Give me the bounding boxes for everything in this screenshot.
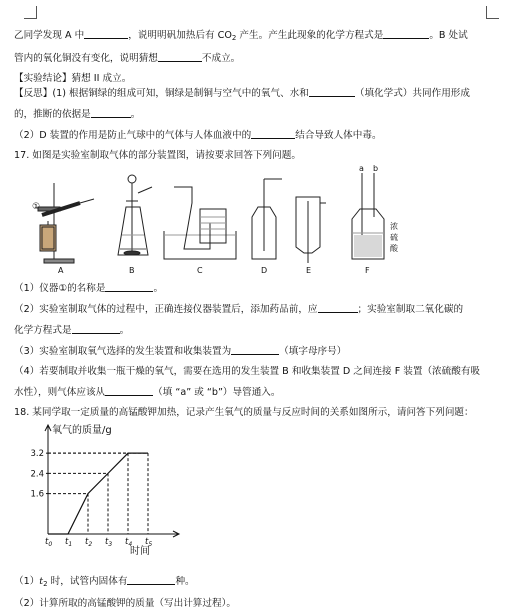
line-4 [14,86,506,101]
worksheet [14,28,506,611]
x-tick-label: $t_3$ [105,537,113,548]
text: （1）仪器①的名称是 [14,283,106,294]
line-3: 【实验结论】猜想 II 成立。 [14,73,132,84]
acid-label-1: 浓 [390,222,398,231]
answer-blank[interactable] [91,107,131,118]
q18-part1 [14,574,506,591]
text: （2）实验室制取气体的过程中，正确连接仪器装置后，添加药品前，应 [14,304,318,315]
corner-mark-left [24,6,37,19]
y-tick-label: 1.6 [30,489,44,500]
chart-svg [14,420,214,564]
oxygen-mass-chart [14,420,506,564]
apparatus-A [38,183,94,263]
text: （1） [14,576,40,587]
answer-blank[interactable] [309,86,355,97]
x-tick-label: $t_1$ [65,537,73,548]
question-17: 17. 如图是实验室制取气体的部分装置图，请按要求回答下列问题。 [14,150,301,161]
apparatus-F [352,173,384,259]
apparatus-C [164,187,236,259]
text: ；实验室制取二氧化碳的 [357,304,464,315]
label-F: F [365,266,370,275]
text: 。B 处试 [429,30,468,41]
port-a-label: a [359,164,364,173]
line-2 [14,51,506,66]
answer-blank[interactable] [105,281,153,292]
line-6 [14,128,506,143]
text: 【反思】(1) 根据铜绿的组成可知，铜绿是制铜与空气中的氧气、水和 [14,88,309,99]
acid-label-2: 硫 [390,233,398,242]
text: 水性），则气体应该从 [14,387,106,398]
text: （2）D 装置的作用是防止气球中的气体与人体血液中的 [14,130,252,141]
text: 乙同学发现 A 中 [14,30,85,41]
text: （填字母序号） [279,346,347,357]
y-tick-label: 2.4 [30,469,44,480]
variable-t: t [39,576,44,587]
question-18: 18. 某同学取一定质量的高锰酸钾加热，记录产生氧气的质量与反应时间的关系如图所示，请问答下列问题： [14,407,474,418]
text: （3）实验室制取氧气选择的发生装置和收集装置为 [14,346,232,357]
apparatus-B [118,175,152,255]
apparatus-figure [14,163,506,275]
text: 时，试管内固体有 [47,576,128,587]
instrument-marker: ① [32,202,41,212]
q18-part2: （2）计算所取的高锰酸钾的质量（写出计算过程）。 [14,598,236,609]
corner-mark-right [486,6,499,19]
subscript: 2 [43,580,48,588]
answer-blank[interactable] [72,323,120,334]
answer-blank[interactable] [105,385,153,396]
apparatus-E [296,197,326,263]
label-B: B [129,266,135,275]
text: 不成立。 [201,53,241,64]
answer-blank[interactable] [251,128,295,139]
label-D: D [261,266,268,275]
port-b-label: b [373,164,379,173]
q17-part2 [14,302,506,317]
label-C: C [197,266,203,275]
answer-blank[interactable] [318,302,358,313]
y-tick-label: 3.2 [30,449,44,460]
q17-part4: （4）若要制取并收集一瓶干燥的氧气，需要在选用的发生装置 B 和收集装置 D 之间连接 F 装置（浓硫酸有吸 [14,366,481,377]
q17-part1 [14,281,506,296]
x-tick-label: $t_0$ [45,537,53,548]
text: 产生。产生此现象的化学方程式是 [236,30,384,41]
text: 。 [153,283,164,294]
answer-blank[interactable] [158,51,202,62]
text: （填 “a” 或 “b”）导管通入。 [153,387,281,398]
q17-part2-cont [14,323,506,338]
text: 化学方程式是 [14,325,72,336]
text: （填化学式）共同作用形成 [354,88,470,99]
x-tick-label: $t_5$ [145,537,153,548]
q17-part4-cont [14,385,506,400]
text: 结合导致人体中毒。 [295,130,382,141]
text: 种。 [175,576,195,587]
line-5 [14,107,506,122]
q17-part3 [14,344,506,359]
answer-blank[interactable] [84,28,128,39]
apparatus-svg [14,163,506,275]
line-1 [14,28,506,45]
label-A: A [58,266,64,275]
answer-blank[interactable] [127,574,175,585]
y-axis-label: 氧气的质量/g [52,425,112,436]
x-tick-label: $t_4$ [125,537,133,548]
answer-blank[interactable] [231,344,279,355]
x-tick-label: $t_2$ [85,537,93,548]
text: 。 [119,325,130,336]
label-E: E [306,266,312,275]
text: 。 [130,109,141,120]
text: 管内的氧化铜没有变化，说明猜想 [14,53,158,64]
x-axis-label: 时间 [130,546,150,557]
text: ，说明明矾加热后有 CO [128,30,232,41]
apparatus-D [252,179,282,259]
text: 的，推断的依据是 [14,109,91,120]
answer-blank[interactable] [383,28,429,39]
subscript: 2 [231,34,237,42]
acid-label-3: 酸 [390,244,398,253]
